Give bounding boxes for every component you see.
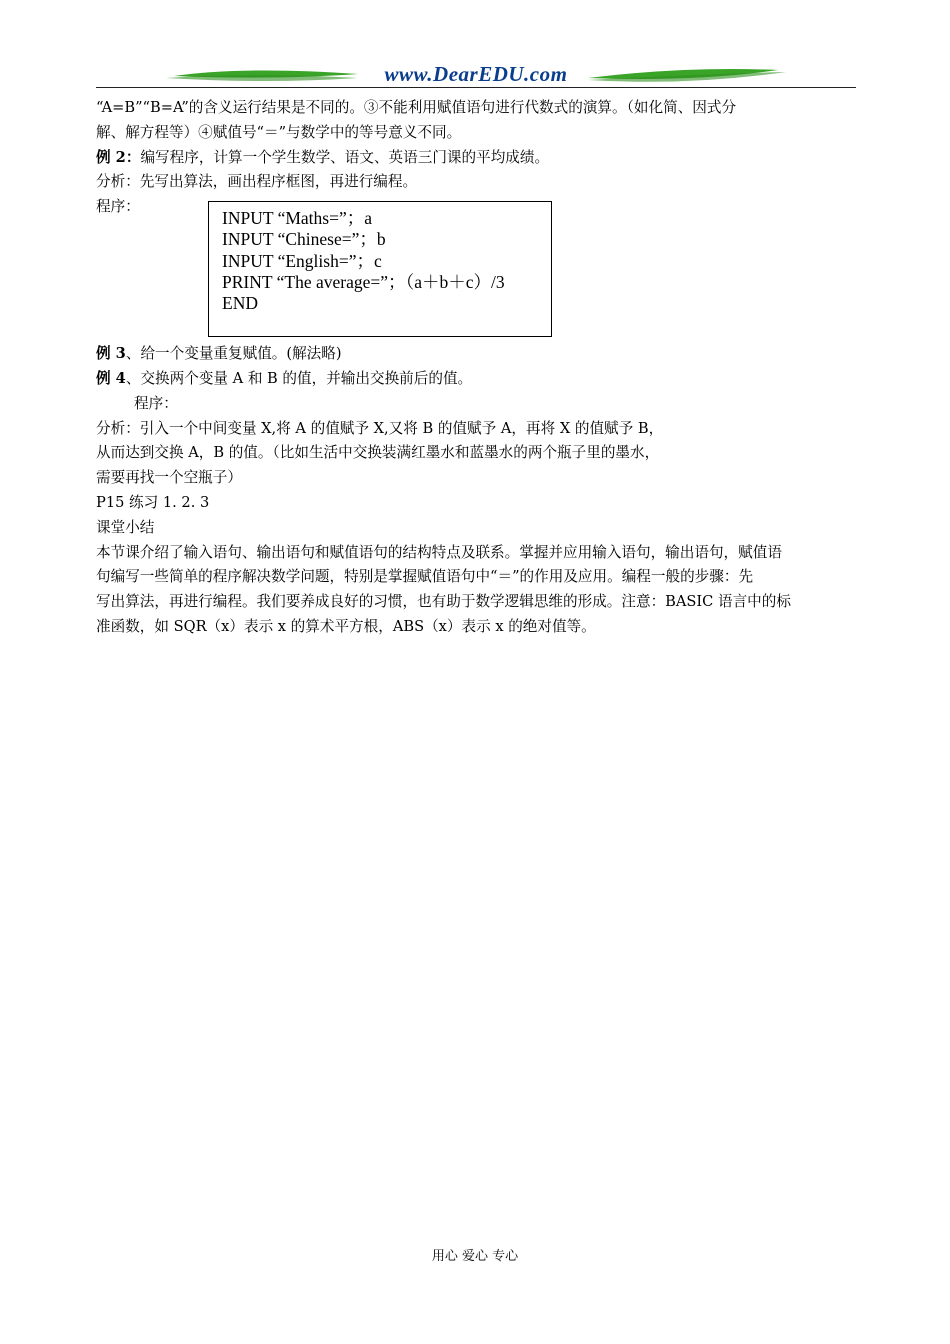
example-4-label: 例 4: [96, 369, 126, 387]
summary-line: 准函数，如 SQR（x）表示 x 的算术平方根，ABS（x）表示 x 的绝对值等。: [96, 617, 596, 635]
code-line: END: [222, 293, 258, 314]
code-line: INPUT “Maths=”；a: [222, 208, 373, 229]
code-line: INPUT “Chinese=”；b: [222, 229, 386, 250]
analysis-2-line: 分析：引入一个中间变量 X,将 A 的值赋予 X,又将 B 的值赋予 A，再将 X 的值赋予 B，: [96, 419, 664, 437]
example-4-text: 、交换两个变量 A 和 B 的值，并输出交换前后的值。: [125, 369, 473, 387]
page-header: [96, 58, 856, 90]
summary-line: 写出算法，再进行编程。我们要养成良好的习惯，也有助于数学逻辑思维的形成。注意：BASIC 语言中的标: [96, 593, 791, 611]
header-rule: [96, 87, 856, 88]
example-3-text: 、给一个变量重复赋值。(解法略): [125, 345, 342, 363]
summary-line: 本节课介绍了输入语句、输出语句和赋值语句的结构特点及联系。掌握并应用输入语句，输出语句，赋值语: [96, 543, 782, 561]
text-line: “A=B”“B=A”的含义运行结果是不同的。③不能利用赋值语句进行代数式的演算。（如化简、因式分: [96, 99, 737, 116]
example-2-text: 编写程序，计算一个学生数学、语文、英语三门课的平均成绩。: [140, 148, 550, 166]
analysis-1: 分析：先写出算法，画出程序框图，再进行编程。: [96, 173, 418, 191]
program-section: [96, 195, 858, 336]
practice-reference: P15 练习 1. 2. 3: [96, 493, 210, 511]
page-footer: 用心 爱心 专心: [431, 1249, 519, 1264]
example-3-label: 例 3: [96, 345, 126, 363]
site-logo: www.DearEDU.com: [384, 62, 568, 86]
code-line: INPUT “English=”；c: [222, 250, 382, 271]
program-label-2: 程序：: [134, 394, 178, 412]
code-box: [208, 201, 552, 337]
analysis-2-line: 需要再找一个空瓶子）: [96, 469, 242, 487]
example-4: [96, 367, 858, 392]
text-line: 解、解方程等）④赋值号“＝”与数学中的等号意义不同。: [96, 123, 462, 141]
example-3: [96, 342, 858, 367]
program-label: 程序：: [96, 198, 140, 216]
example-2-label: 例 2：: [96, 148, 141, 166]
summary-title: 课堂小结: [96, 518, 155, 536]
summary-line: 句编写一些简单的程序解决数学问题，特别是掌握赋值语句中“＝”的作用及应用。编程一般的步骤：先: [96, 568, 754, 586]
analysis-2-line: 从而达到交换 A，B 的值。（比如生活中交换装满红墨水和蓝墨水的两个瓶子里的墨水，: [96, 444, 660, 462]
example-2: [96, 146, 858, 171]
code-line: PRINT “The average=”；（a＋b＋c）/3: [222, 272, 505, 293]
document-body: [96, 96, 858, 640]
